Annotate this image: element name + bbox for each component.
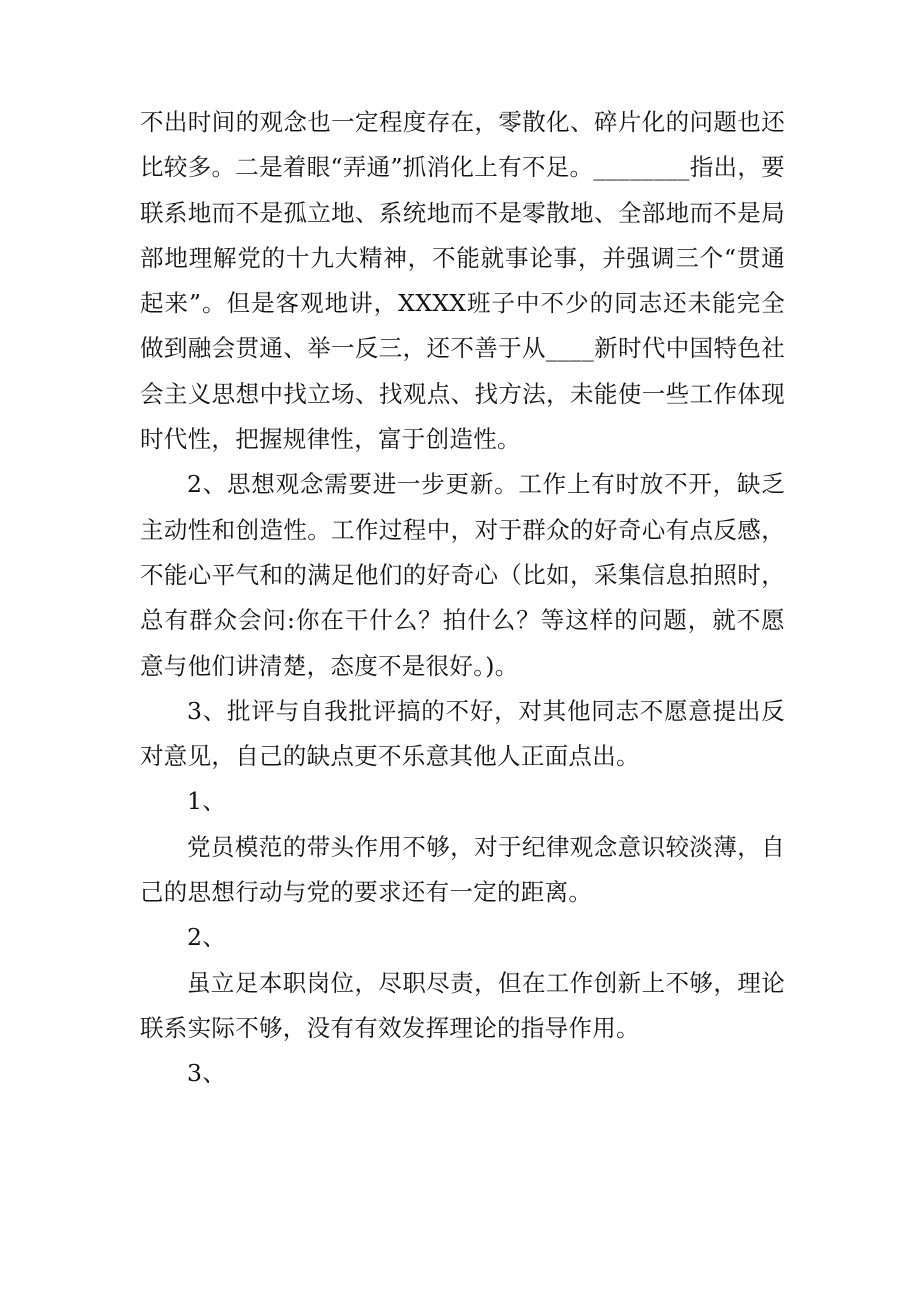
paragraph-5: 党员模范的带头作用不够，对于纪律观念意识较淡薄，自己的思想行动与党的要求还有一定的距离。 bbox=[140, 832, 785, 907]
paragraph-4: 1、 bbox=[187, 787, 227, 816]
paragraph-3: 3、批评与自我批评搞的不好，对其他同志不愿意提出反对意见，自己的缺点更不乐意其他人正面点出。 bbox=[140, 696, 785, 771]
paragraph-8: 3、 bbox=[187, 1059, 227, 1088]
paragraph-1: 不出时间的观念也一定程度存在，零散化、碎片化的问题也还比较多。二是着眼“弄通”抓消化上有不足。________指出，要联系地而不是孤立地、系统地而不是零散地、全部地而不是局部地理解党的十九大精神，不能就事论事，并强调三个“贯通起来”。但是客观地讲，XXXX班子中不少的同志还未能完全做到融会贯通、举一反三，还不善于从____新时代中国特色社会主义思想中找立场、找观点、找方法，未能使一些工作体现时代性，把握规律性，富于创造性。 bbox=[140, 108, 785, 454]
paragraph-7: 虽立足本职岗位，尽职尽责，但在工作创新上不够，理论联系实际不够，没有有效发挥理论的指导作用。 bbox=[140, 968, 785, 1042]
paragraph-6: 2、 bbox=[187, 923, 227, 952]
document-body bbox=[140, 100, 785, 1097]
paragraph-2: 2、思想观念需要进一步更新。工作上有时放不开，缺乏主动性和创造性。工作过程中，对于群众的好奇心有点反感，不能心平气和的满足他们的好奇心（比如，采集信息拍照时，总有群众会问:你在干什么？拍什么？等这样的问题，就不愿意与他们讲清楚，态度不是很好。)。 bbox=[140, 470, 785, 680]
